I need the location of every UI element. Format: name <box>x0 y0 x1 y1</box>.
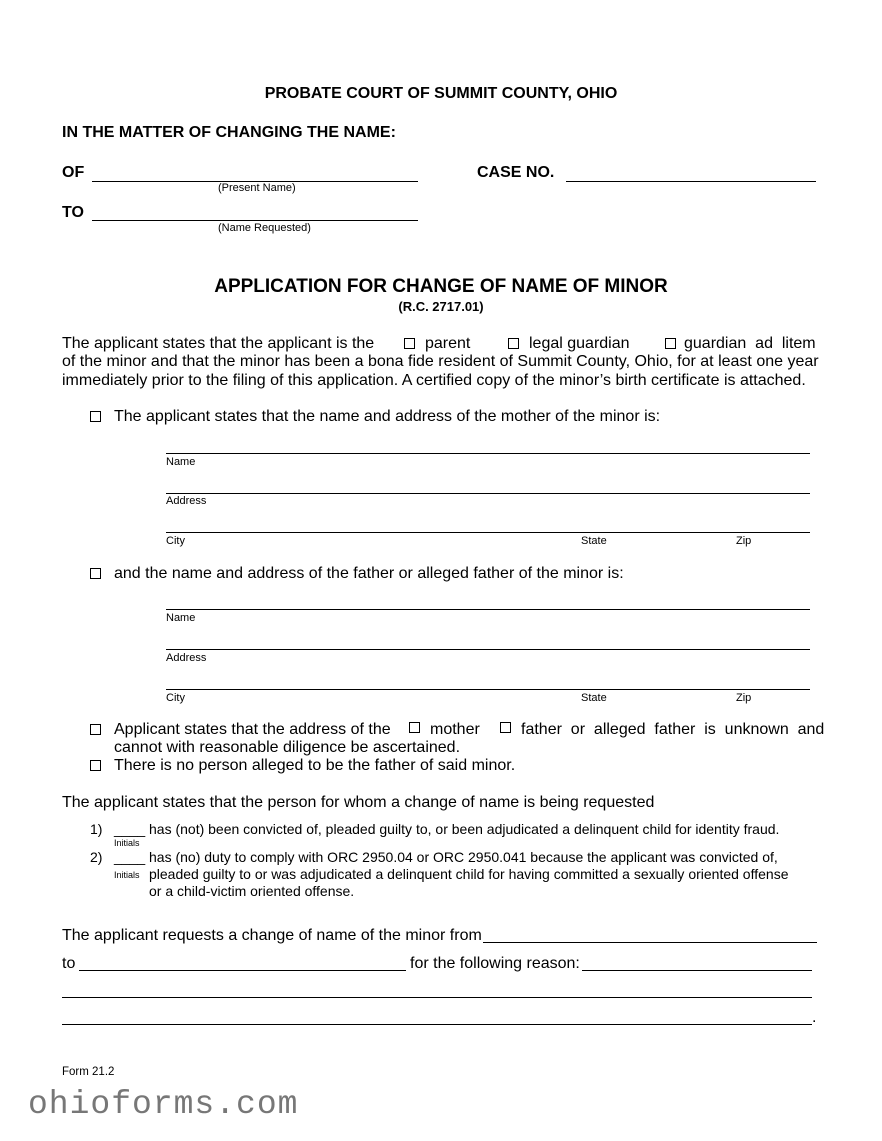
item-2-text-line-1: has (no) duty to comply with ORC 2950.04 or ORC 2950.041 because the applicant was convicted of, <box>149 849 778 865</box>
court-title: PROBATE COURT OF SUMMIT COUNTY, OHIO <box>264 85 618 102</box>
request-lead: The applicant requests a change of name of the minor from <box>62 927 482 944</box>
new-name-field[interactable] <box>79 970 406 971</box>
end-period: . <box>812 1009 817 1026</box>
father-address-field[interactable] <box>166 649 810 650</box>
unknown-father-checkbox[interactable] <box>500 722 511 733</box>
item-1-initials-field[interactable]: ____ <box>114 821 146 837</box>
unknown-line-2: cannot with reasonable diligence be ascertained. <box>114 739 461 756</box>
statute: (R.C. 2717.01) <box>398 299 484 314</box>
father-address-caption: Address <box>166 652 207 664</box>
item-2-text-line-3: or a child-victim oriented offense. <box>149 883 355 899</box>
intro-lead: The applicant states that the applicant is the <box>62 335 375 352</box>
case-no-field[interactable] <box>566 181 816 182</box>
unknown-mother-checkbox[interactable] <box>409 722 420 733</box>
father-city-state-zip-field[interactable] <box>166 689 810 690</box>
father-state-caption: State <box>581 692 607 704</box>
legal-guardian-label: legal guardian <box>529 335 630 352</box>
legal-guardian-checkbox[interactable] <box>508 338 519 349</box>
guardian-ad-litem-label: guardian ad litem <box>684 335 816 352</box>
item-2-number: 2) <box>90 849 103 865</box>
guardian-ad-litem-checkbox[interactable] <box>665 338 676 349</box>
person-statement: The applicant states that the person for whom a change of name is being requested <box>62 794 655 811</box>
item-1-initials-caption: Initials <box>114 838 140 848</box>
present-name-caption: (Present Name) <box>218 182 296 194</box>
mother-state-caption: State <box>581 535 607 547</box>
mother-address-field[interactable] <box>166 493 810 494</box>
mother-city-caption: City <box>166 535 185 547</box>
item-1-text: has (not) been convicted of, pleaded guilty to, or been adjudicated a delinquent child for identity fraud. <box>149 821 780 837</box>
item-2-text-line-2: pleaded guilty to or was adjudicated a delinquent child for having committed a sexually oriented offense <box>149 866 789 882</box>
reason-field-1[interactable] <box>582 970 812 971</box>
reason-field-3[interactable] <box>62 1024 812 1025</box>
item-1-number: 1) <box>90 821 103 837</box>
no-father-statement: There is no person alleged to be the father of said minor. <box>114 757 516 774</box>
form-number: Form 21.2 <box>62 1066 115 1078</box>
mother-checkbox[interactable] <box>90 411 101 422</box>
mother-statement: The applicant states that the name and address of the mother of the minor is: <box>114 408 661 425</box>
case-no-label: CASE NO. <box>477 164 555 181</box>
mother-name-field[interactable] <box>166 453 810 454</box>
matter-heading: IN THE MATTER OF CHANGING THE NAME: <box>62 124 396 141</box>
unknown-mother-label: mother <box>430 721 480 738</box>
father-zip-caption: Zip <box>736 692 752 704</box>
mother-address-caption: Address <box>166 495 207 507</box>
no-father-checkbox[interactable] <box>90 760 101 771</box>
father-city-caption: City <box>166 692 185 704</box>
item-2-initials-field[interactable]: ____ <box>114 849 146 865</box>
intro-line-3: immediately prior to the filing of this application. A certified copy of the minor’s birth certificate is attached. <box>62 372 806 389</box>
unknown-father-label: father or alleged father is unknown and <box>521 721 825 738</box>
father-name-caption: Name <box>166 612 196 624</box>
father-statement: and the name and address of the father or alleged father of the minor is: <box>114 565 624 582</box>
watermark-logo: ohioforms.com <box>28 1086 299 1123</box>
form-title: APPLICATION FOR CHANGE OF NAME OF MINOR <box>214 276 668 297</box>
parent-label: parent <box>425 335 471 352</box>
intro-line-2: of the minor and that the minor has been a bona fide resident of Summit County, Ohio, for at least one year <box>62 353 819 370</box>
reason-field-2[interactable] <box>62 997 812 998</box>
reason-label: for the following reason: <box>410 955 580 972</box>
name-requested-caption: (Name Requested) <box>218 222 311 234</box>
item-2-initials-caption: Initials <box>114 870 140 880</box>
to-label: TO <box>62 204 84 221</box>
father-checkbox[interactable] <box>90 568 101 579</box>
unknown-lead: Applicant states that the address of the <box>114 721 391 738</box>
current-name-field[interactable] <box>483 942 817 943</box>
request-to-label: to <box>62 955 76 972</box>
mother-zip-caption: Zip <box>736 535 752 547</box>
unknown-address-checkbox[interactable] <box>90 724 101 735</box>
of-label: OF <box>62 164 85 181</box>
name-requested-field[interactable] <box>92 220 418 221</box>
mother-name-caption: Name <box>166 456 196 468</box>
father-name-field[interactable] <box>166 609 810 610</box>
mother-city-state-zip-field[interactable] <box>166 532 810 533</box>
parent-checkbox[interactable] <box>404 338 415 349</box>
